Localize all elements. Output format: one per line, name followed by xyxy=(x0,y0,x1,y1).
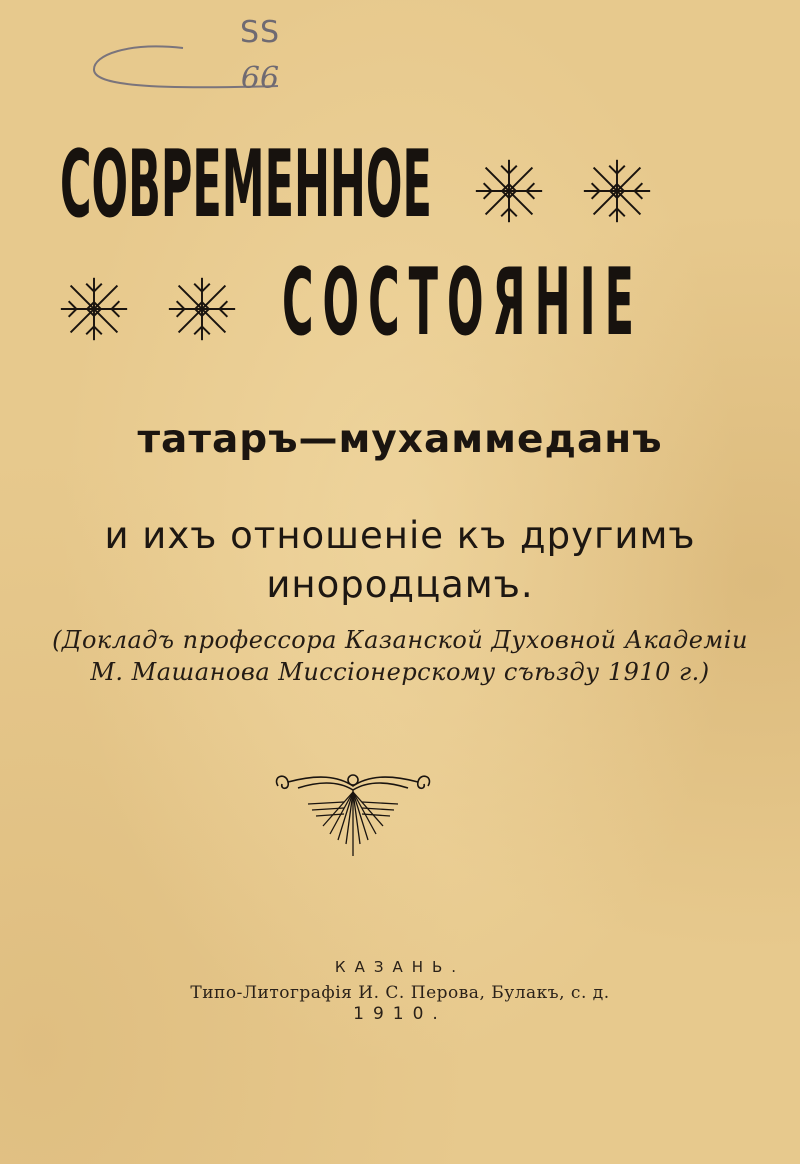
snowflake-ornament-icon-graphic xyxy=(470,152,548,230)
subtitle-bold: татаръ—мухаммеданъ xyxy=(137,417,663,462)
snowflake-ornament-icon-graphic xyxy=(578,152,656,230)
snowflake-ornament-icon-graphic xyxy=(163,270,241,348)
imprint-year: 1910. xyxy=(353,1004,447,1024)
snowflake-ornament-icon-graphic xyxy=(55,270,133,348)
imprint-printer: Типо-Литографія И. С. Перова, Булакъ, с. д. xyxy=(190,983,610,1003)
title-line-1: СОВРЕМЕННОЕ xyxy=(60,130,432,239)
shelf-mark-top: SS xyxy=(239,15,281,50)
subtitle-line-1: и ихъ отношеніе къ другимъ xyxy=(104,514,696,557)
imprint-city: КАЗАНЬ. xyxy=(334,958,466,976)
snowflake-ornament-icon xyxy=(470,152,548,230)
report-note-line-1: (Докладъ профессора Казанской Духовной Академіи xyxy=(52,626,748,654)
shelf-mark-bottom: 66 xyxy=(240,61,280,96)
snowflake-ornament-icon xyxy=(578,152,656,230)
snowflake-ornament-icon xyxy=(163,270,241,348)
title-line-2: СОСТОЯНІЕ xyxy=(282,248,644,357)
report-note-line-2: М. Машанова Миссіонерскому съѣзду 1910 г.) xyxy=(90,658,710,686)
snowflake-ornament-icon xyxy=(55,270,133,348)
vignette-ornament-icon xyxy=(268,768,438,863)
subtitle-line-2: инородцамъ. xyxy=(266,563,534,606)
